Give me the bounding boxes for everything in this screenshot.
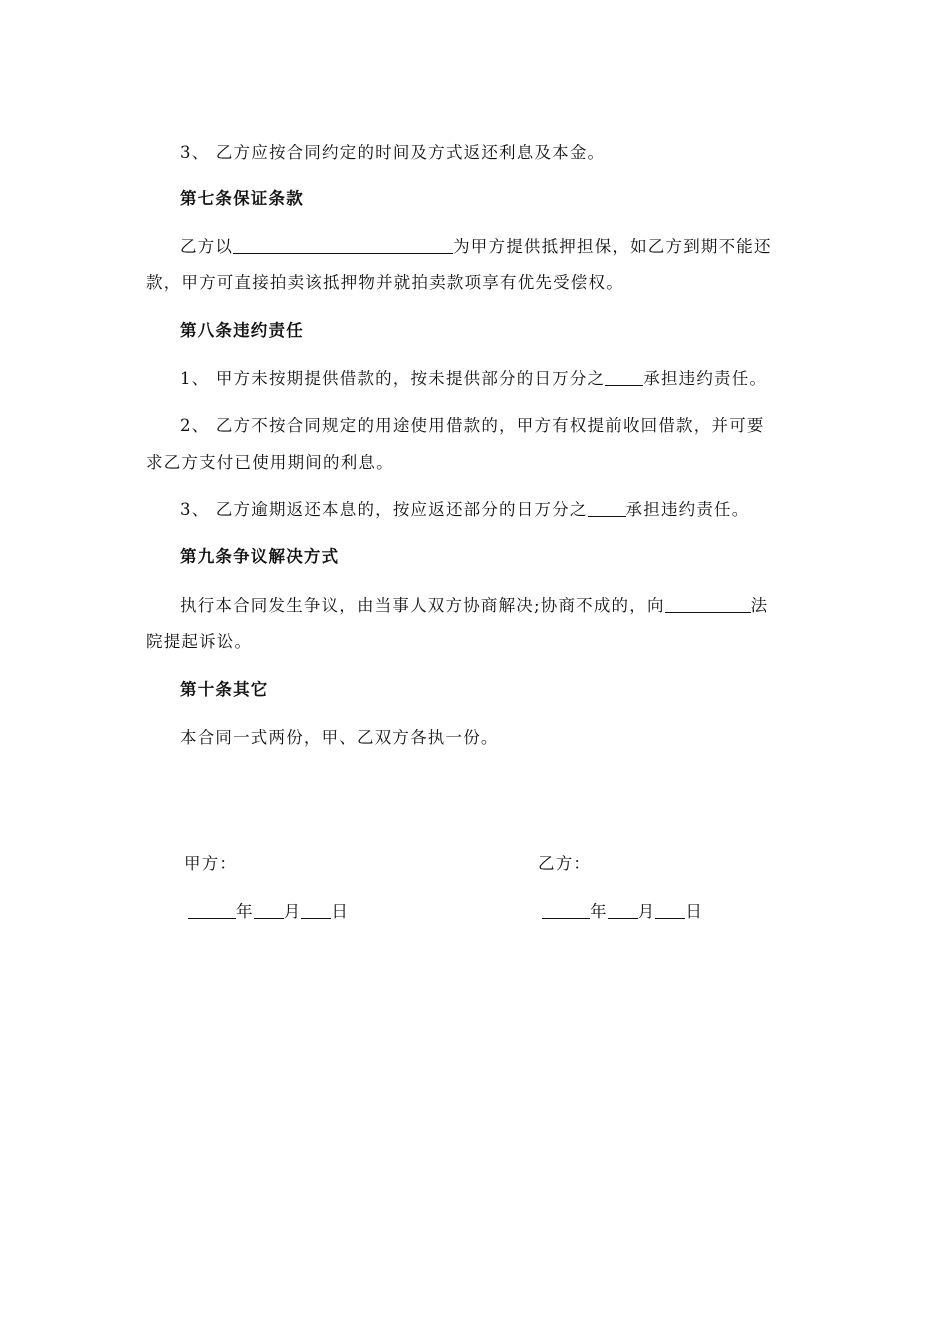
clause8-title: 第八条违约责任: [180, 321, 304, 340]
borrower-penalty-rate-blank: [588, 500, 626, 517]
clause8-item3-after: 承担违约责任。: [625, 500, 750, 519]
clause9-paragraph-line2: 院提起诉讼。: [146, 632, 253, 651]
collateral-blank: [233, 237, 453, 254]
party-a-label: 甲方：: [184, 854, 238, 873]
lender-penalty-rate-blank: [605, 369, 643, 386]
clause7-paragraph-line2: 款，甲方可直接拍卖该抵押物并就拍卖款项享有优先受偿权。: [146, 273, 624, 292]
month-label: 月: [637, 902, 656, 921]
clause8-item2-line1: 2、 乙方不按合同规定的用途使用借款的，甲方有权提前收回借款，并可要: [180, 416, 765, 435]
clause8-item3-before: 3、 乙方逾期返还本息的，按应返还部分的日万分之: [180, 500, 588, 519]
year-label: 年: [236, 902, 254, 921]
clause6-item3: 3、 乙方应按合同约定的时间及方式返还利息及本金。: [180, 143, 606, 162]
clause9-paragraph-line1: [180, 595, 840, 617]
party-b-date: [542, 901, 703, 923]
clause7-text-before: 乙方以: [180, 237, 234, 256]
clause9-title: 第九条争议解决方式: [180, 547, 340, 566]
party-a-year-blank: [188, 902, 236, 919]
clause8-item1-after: 承担违约责任。: [643, 369, 768, 388]
clause9-text-before: 执行本合同发生争议，由当事人双方协商解决;协商不成的，向: [180, 596, 665, 615]
clause8-item3: [180, 499, 840, 521]
party-a-month-blank: [254, 902, 284, 919]
clause7-paragraph-line1: [180, 236, 840, 258]
party-b-day-blank: [655, 902, 685, 919]
clause8-item1-before: 1、 甲方未按期提供借款的，按未提供部分的日万分之: [180, 369, 606, 388]
clause7-title: 第七条保证条款: [180, 189, 304, 208]
clause8-item2-line2: 求乙方支付已使用期间的利息。: [146, 453, 394, 472]
party-b-label: 乙方：: [538, 854, 592, 873]
party-b-month-blank: [608, 902, 638, 919]
clause8-item1: [180, 368, 840, 390]
party-a-day-blank: [301, 902, 331, 919]
day-label: 日: [685, 902, 704, 921]
clause9-text-after: 法: [750, 596, 769, 615]
day-label: 日: [331, 902, 350, 921]
party-b-year-blank: [542, 902, 590, 919]
clause7-text-after: 为甲方提供抵押担保，如乙方到期不能还: [453, 237, 772, 256]
court-blank: [665, 596, 751, 613]
month-label: 月: [283, 902, 302, 921]
clause10-title: 第十条其它: [180, 680, 269, 699]
clause10-paragraph: 本合同一式两份，甲、乙双方各执一份。: [180, 728, 499, 747]
party-a-date: [188, 901, 349, 923]
year-label: 年: [590, 902, 608, 921]
